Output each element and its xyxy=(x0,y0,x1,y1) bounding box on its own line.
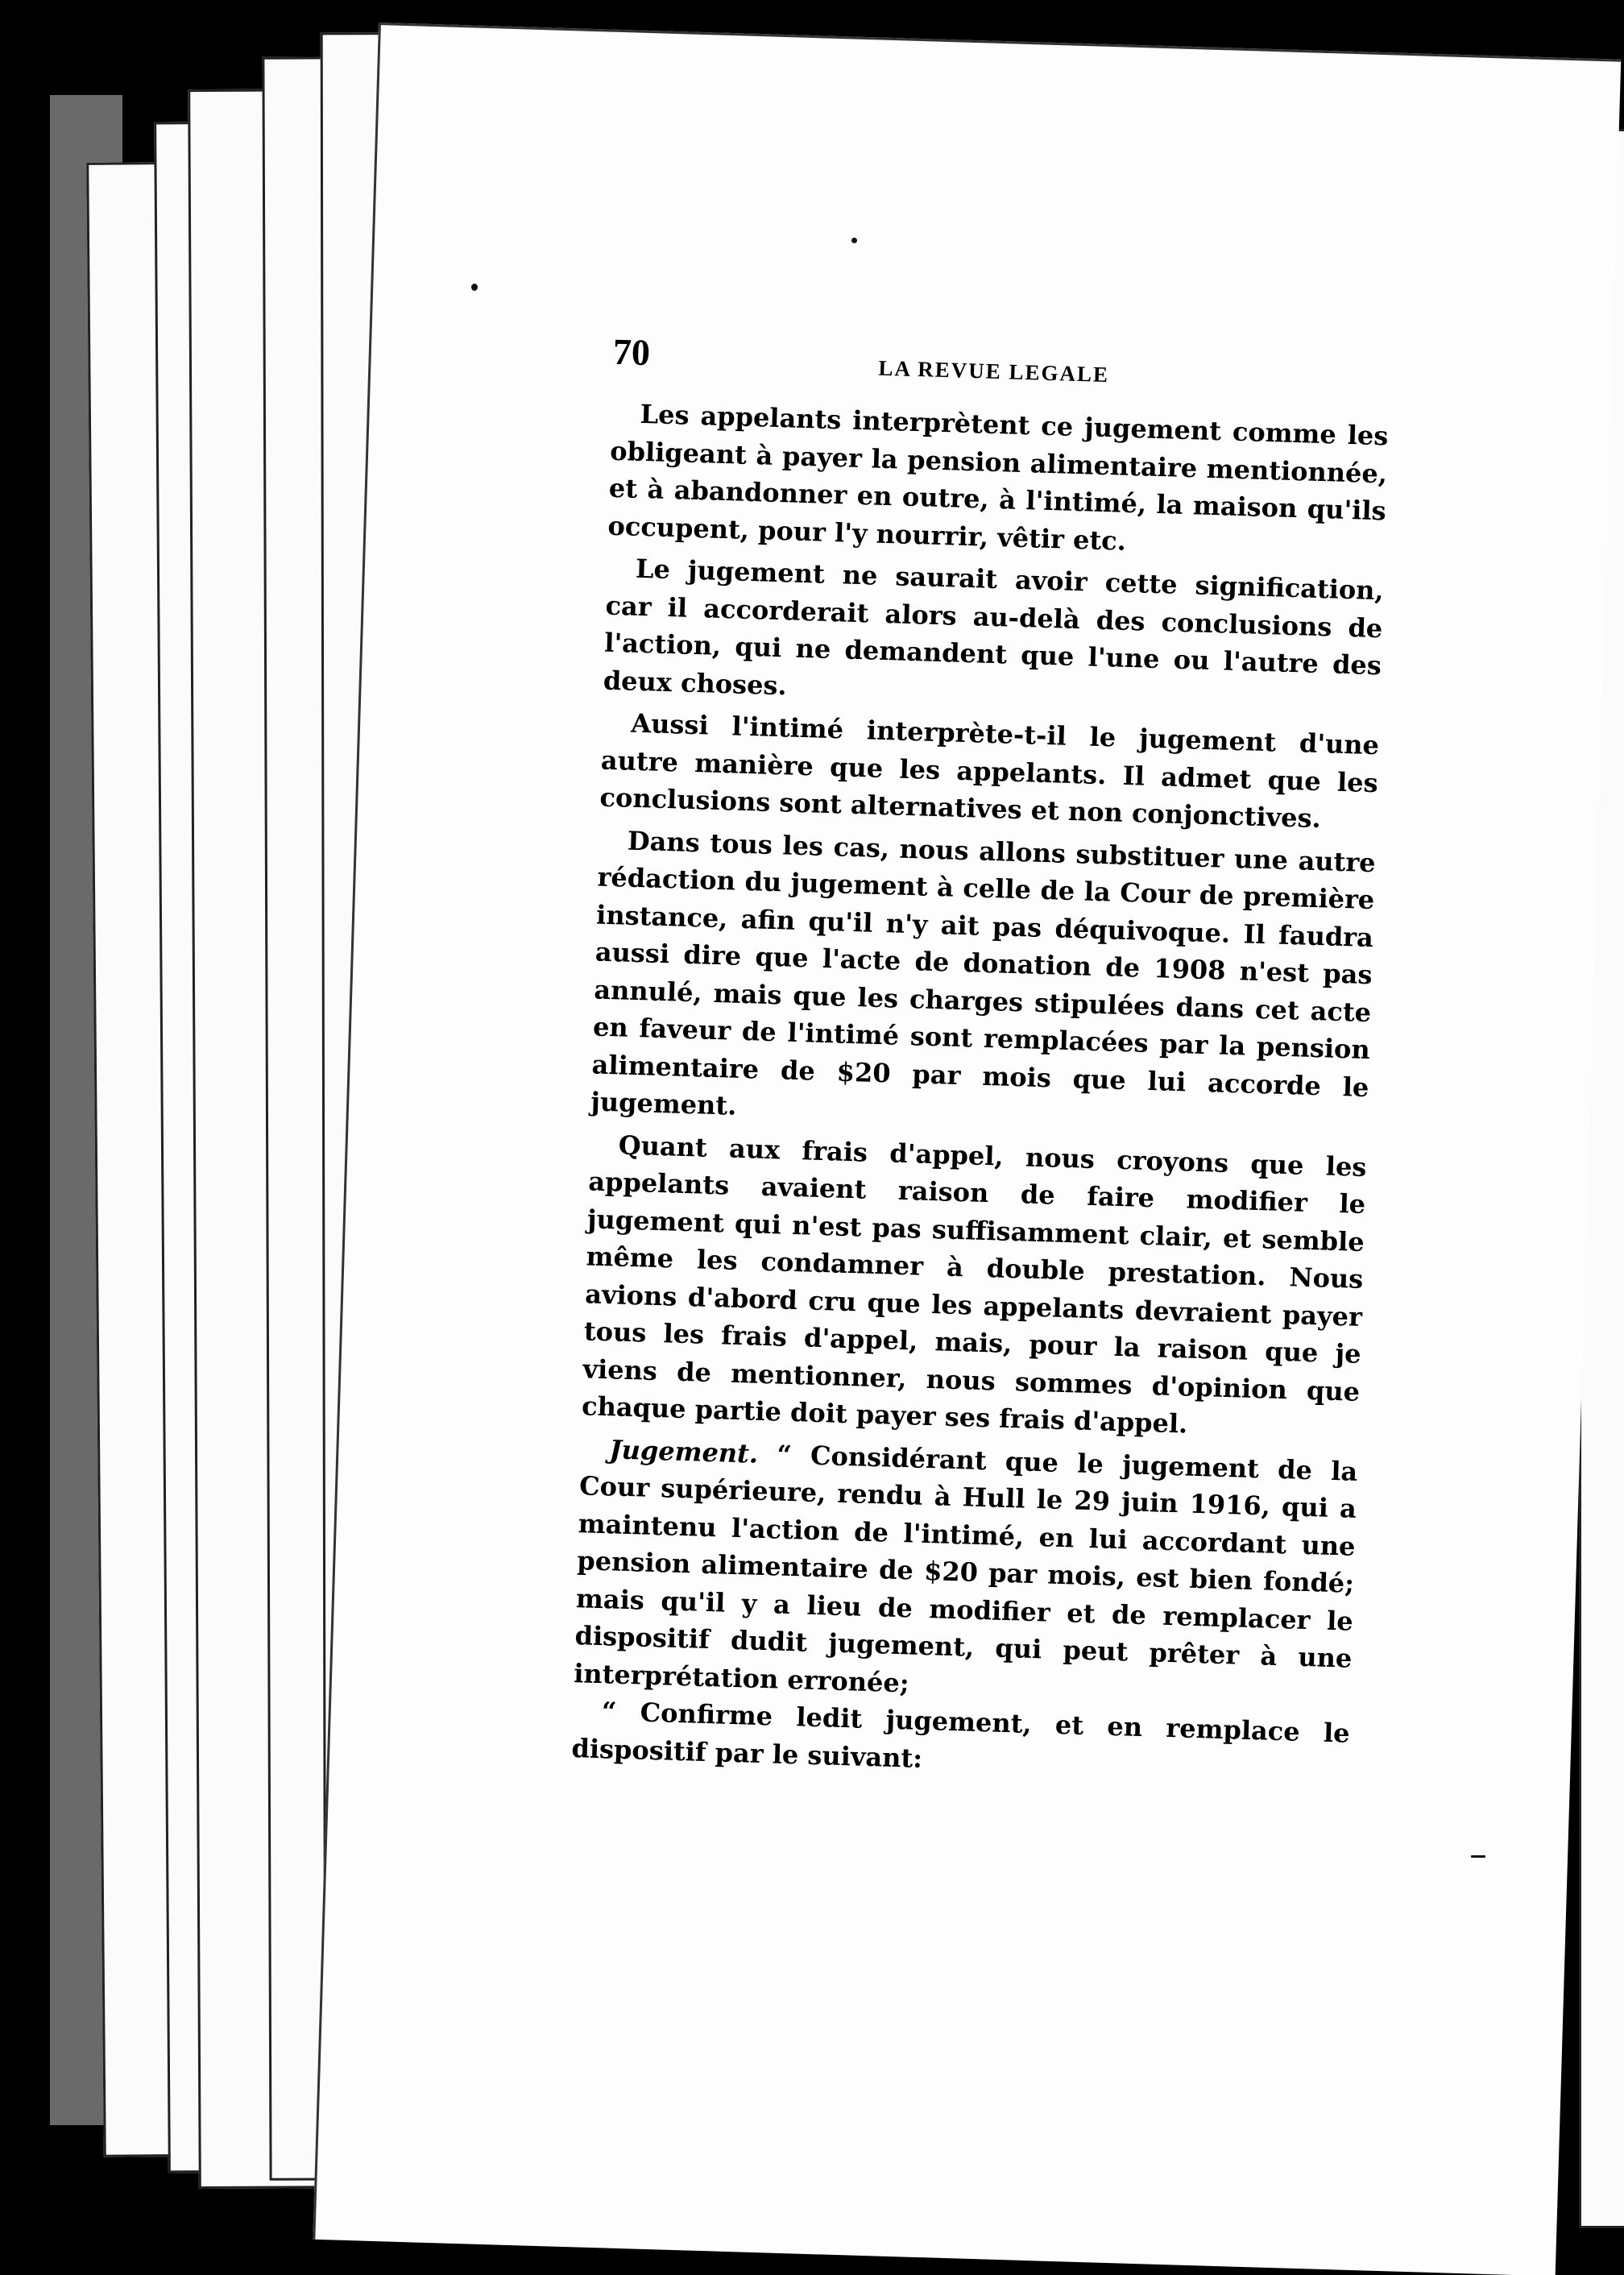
book-page xyxy=(313,23,1621,2275)
paragraph: Aussi l'intimé interprète-t-il le jugement d'une autre manière que les appelants. Il admet que les conclusions sont alternatives et non conjonctives. xyxy=(599,707,1380,835)
scan-speck xyxy=(1471,1855,1485,1858)
paragraph: Les appelants interprètent ce jugement comme les obligeant à payer la pension alimentaire mentionnée, et à abandonner en outre, à l'intimé, la maison qu'ils occupent, pour l'y nourrir, vêtir etc. xyxy=(607,398,1389,557)
judgment-paragraph xyxy=(574,1430,1358,1715)
paragraph: “ Confirme ledit jugement, et en remplace le dispositif par le suivant: xyxy=(571,1696,1351,1774)
judgment-text: “ Considérant que le jugement de la Cour supérieure, rendu à Hull le 29 juin 1916, qui a maintenu l'action de l'intimé, en lui accordant une pension alimentaire de $20 par mois, est bien fondé; mais qu'il y a lieu de modifier et de remplacer le dispositif dudit jugement, qui peut prêter à une interprétation erronée; xyxy=(573,1438,1358,1698)
paragraph: Le jugement ne saurait avoir cette signification, car il accorderait alors au-delà des conclusions de l'action, qui ne demandent que l'une ou l'autre des deux choses. xyxy=(603,553,1385,701)
body-text xyxy=(571,395,1389,1795)
scan-speck xyxy=(851,238,857,243)
paragraph: Quant aux frais d'appel, nous croyons que les appelants avaient raison de faire modifier le jugement qui n'est pas suffisamment clair, et semble même les condamner à double prestation. Nous avions d'abord cru que les appelants devraient payer tous les frais d'appel, mais, pour la raison que je viens de mentionner, nous sommes d'opinion que chaque partie doit payer ses frais d'appel. xyxy=(581,1129,1367,1440)
page-number: 70 xyxy=(612,330,651,374)
judgment-lead: Jugement. xyxy=(609,1433,759,1469)
paragraph: Dans tous les cas, nous allons substituer une autre rédaction du jugement à celle de la Cour de première instance, afin qu'il n'y ait pas déquivoque. Il faudra aussi dire que l'acte de donation de 1908 n'est pas annulé, mais que les charges stipulées dans cet acte en faveur de l'intimé sont remplacées par la pension alimentaire de $20 par mois que lui accorde le jugement. xyxy=(590,825,1377,1121)
running-head: LA REVUE LEGALE xyxy=(878,355,1110,387)
scan-speck xyxy=(471,284,478,291)
page-content xyxy=(571,330,1391,1774)
